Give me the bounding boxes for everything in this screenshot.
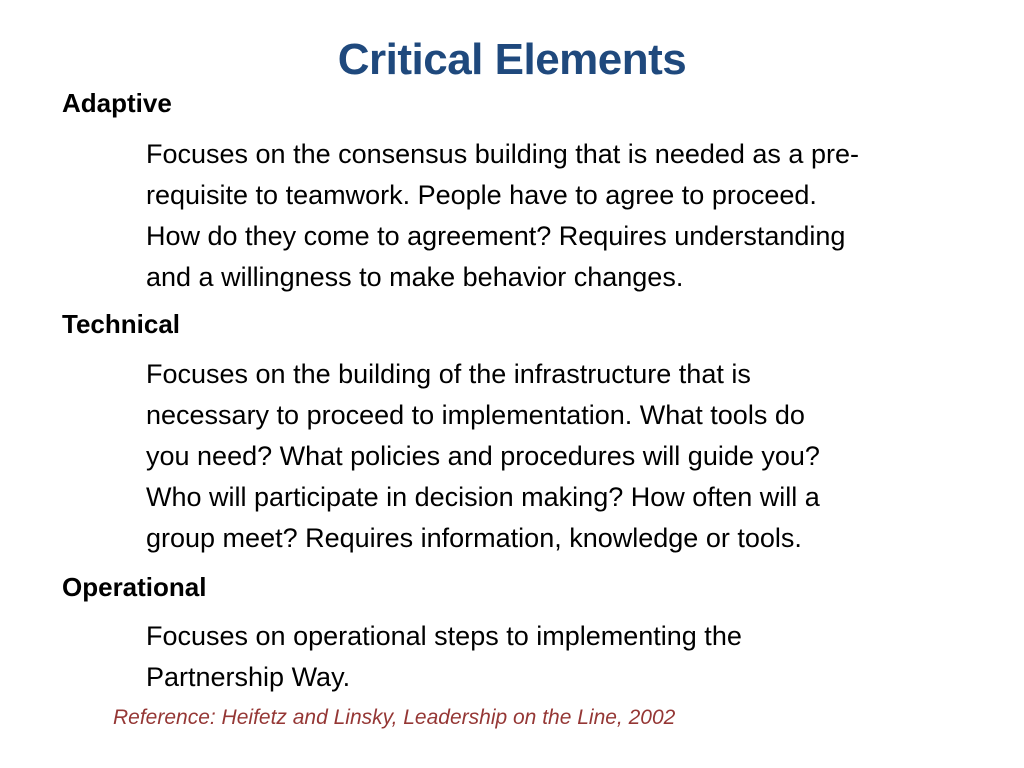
section-heading-operational: Operational <box>62 572 207 602</box>
body-line: you need? What policies and procedures will guide you? <box>146 441 820 471</box>
body-line: and a willingness to make behavior changes. <box>146 262 684 292</box>
body-line: requisite to teamwork. People have to agree to proceed. <box>146 180 817 210</box>
section-body-operational <box>146 616 976 698</box>
section-body-adaptive <box>146 134 976 298</box>
section-heading-technical: Technical <box>62 309 181 339</box>
body-line: group meet? Requires information, knowledge or tools. <box>146 523 802 553</box>
slide-title: Critical Elements <box>337 35 687 84</box>
section-heading-adaptive: Adaptive <box>62 88 172 118</box>
section-body-technical <box>146 354 976 559</box>
body-line: Who will participate in decision making? How often will a <box>146 482 820 512</box>
body-line: necessary to proceed to implementation. What tools do <box>146 400 805 430</box>
body-line: Focuses on the building of the infrastructure that is <box>146 359 751 389</box>
reference-citation: Reference: Heifetz and Linsky, Leadership on the Line, 2002 <box>113 706 676 729</box>
body-line: Focuses on operational steps to implementing the <box>146 621 742 651</box>
body-line: How do they come to agreement? Requires understanding <box>146 221 846 251</box>
body-line: Partnership Way. <box>146 662 351 692</box>
body-line: Focuses on the consensus building that is needed as a pre- <box>146 139 859 169</box>
